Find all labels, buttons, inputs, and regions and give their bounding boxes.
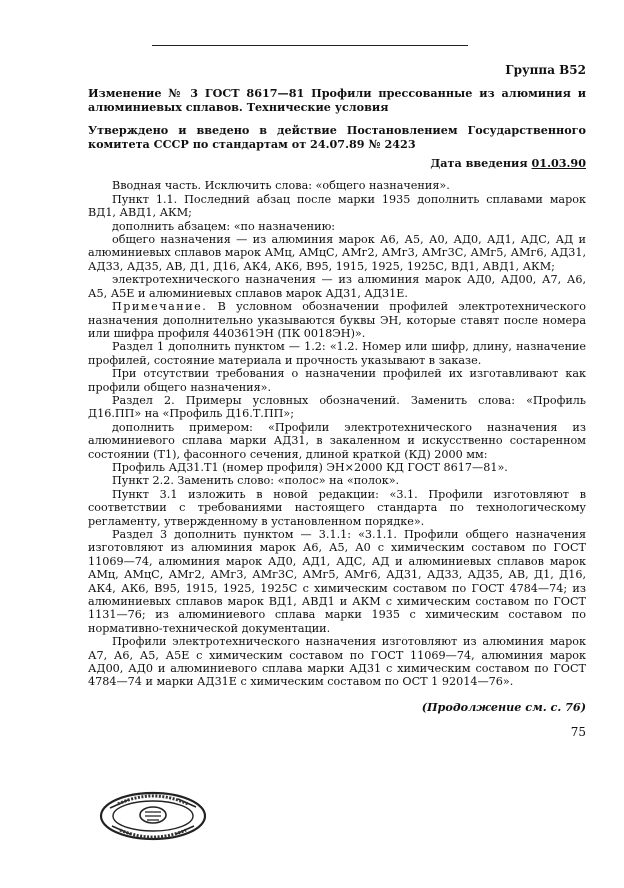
note-paragraph xyxy=(88,300,586,340)
approval-statement: Утверждено и введено в действие Постановлением Государственного комитета СССР по стандартам от 24.07.89 № 2423 xyxy=(88,123,586,151)
page-number: 75 xyxy=(570,725,586,740)
effective-date xyxy=(88,157,586,170)
document-page xyxy=(88,62,586,740)
effective-date-label: Дата введения xyxy=(430,156,528,171)
effective-date-value: 01.03.90 xyxy=(531,156,586,171)
top-rule xyxy=(152,45,468,46)
paragraph: Пункт 3.1 изложить в новой редакции: «3.1. Профили изготовляют в соответствии с требованиями настоящего стандарта по технологическому регламенту, утвержденному в установленном порядке». xyxy=(88,487,586,528)
paragraph: общего назначения — из алюминия марок А6, А5, А0, АД0, АД1, АДС, АД и алюминиевых сплавов марок АМц, АМцС, АМг2, АМг3, АМг3С, АМг5, АМг6, АД31, АД33, АД35, АВ, Д1, Д16, АК4, АК6, В95, 1915, 1925, 1925С, ВД1, АВД1, АКМ; xyxy=(88,233,586,273)
paragraph: Раздел 1 дополнить пунктом — 1.2: «1.2. Номер или шифр, длину, назначение профилей, состояние материала и прочность указывают в заказе. xyxy=(88,340,586,367)
paragraph: дополнить абзацем: «по назначению: xyxy=(112,219,336,233)
paragraph: Профили электротехнического назначения изготовляют из алюминия марок А7, А6, А5, А5Е с химическим составом по ГОСТ 11069—74, алюминия марок АД00, АД0 и алюминиевого сплава марки АД31 с химическим составом по ГОСТ 4784—74 и марки АД31Е с химическим составом по ОСТ 1 92014—76». xyxy=(88,635,586,689)
paragraph: дополнить примером: «Профили электротехнического назначения из алюминиевого сплава марки АД31, в закаленном и искусственно состаренном состоянии (Т1), фасонного сечения, длиной краткой (КД) 2000 мм: xyxy=(88,420,586,461)
paragraph: Профиль АД31.Т1 (номер профиля) ЭН×2000 КД ГОСТ 8617—81». xyxy=(112,460,508,474)
note-text: В условном обозначении профилей электротехнического назначения дополнительно указываются буквы ЭН, которые ставят после номера или шифра профиля 440361ЭН (ПК 0018ЭН)». xyxy=(88,300,586,340)
organization-seal-stamp-icon xyxy=(98,790,208,842)
amendment-body xyxy=(88,179,586,688)
paragraph: Вводная часть. Исключить слова: «общего назначения». xyxy=(112,179,450,193)
paragraph: электротехнического назначения — из алюминия марок АД0, АД00, А7, А6, А5, А5Е и алюминиевых сплавов марок АД31, АД31Е. xyxy=(88,273,586,300)
continued-note: (Продолжение см. с. 76) xyxy=(421,699,586,714)
paragraph: При отсутствии требования о назначении профилей их изготавливают как профили общего назначения». xyxy=(88,367,586,394)
amendment-heading: Изменение № 3 ГОСТ 8617—81 Профили прессованные из алюминия и алюминиевых сплавов. Технические условия xyxy=(88,86,586,114)
paragraph: Пункт 1.1. Последний абзац после марки 1935 дополнить сплавами марок ВД1, АВД1, АКМ; xyxy=(88,192,586,220)
paragraph: Раздел 2. Примеры условных обозначений. Заменить слова: «Профиль Д16.ПП» на «Профиль Д16.Т.ПП»; xyxy=(88,393,586,421)
paragraph: Раздел 3 дополнить пунктом — 3.1.1: «3.1.1. Профили общего назначения изготовляют из алюминия марок А6, А5, А0 с химическим составом по ГОСТ 11069—74, алюминия марок АД0, АД1, АДС, АД и алюминиевых сплавов марок АМц, АМцС, АМг2, АМг3, АМг3С, АМг5, АМг6, АД31, АД33, АД35, АВ, Д1, Д16, АК4, АК6, В95, 1915, 1925, 1925С с химическим составом по ГОСТ 4784—74; из алюминиевых сплавов марок ВД1, АВД1 и АКМ с химическим составом по ГОСТ 1131—76; из алюминиевого сплава марки 1935 с химическим составом по нормативно-технической документации. xyxy=(88,528,586,635)
note-lead: Примечание. xyxy=(112,300,208,314)
group-code: Группа В52 xyxy=(505,63,586,77)
paragraph: Пункт 2.2. Заменить слово: «полос» на «полок». xyxy=(112,474,400,488)
